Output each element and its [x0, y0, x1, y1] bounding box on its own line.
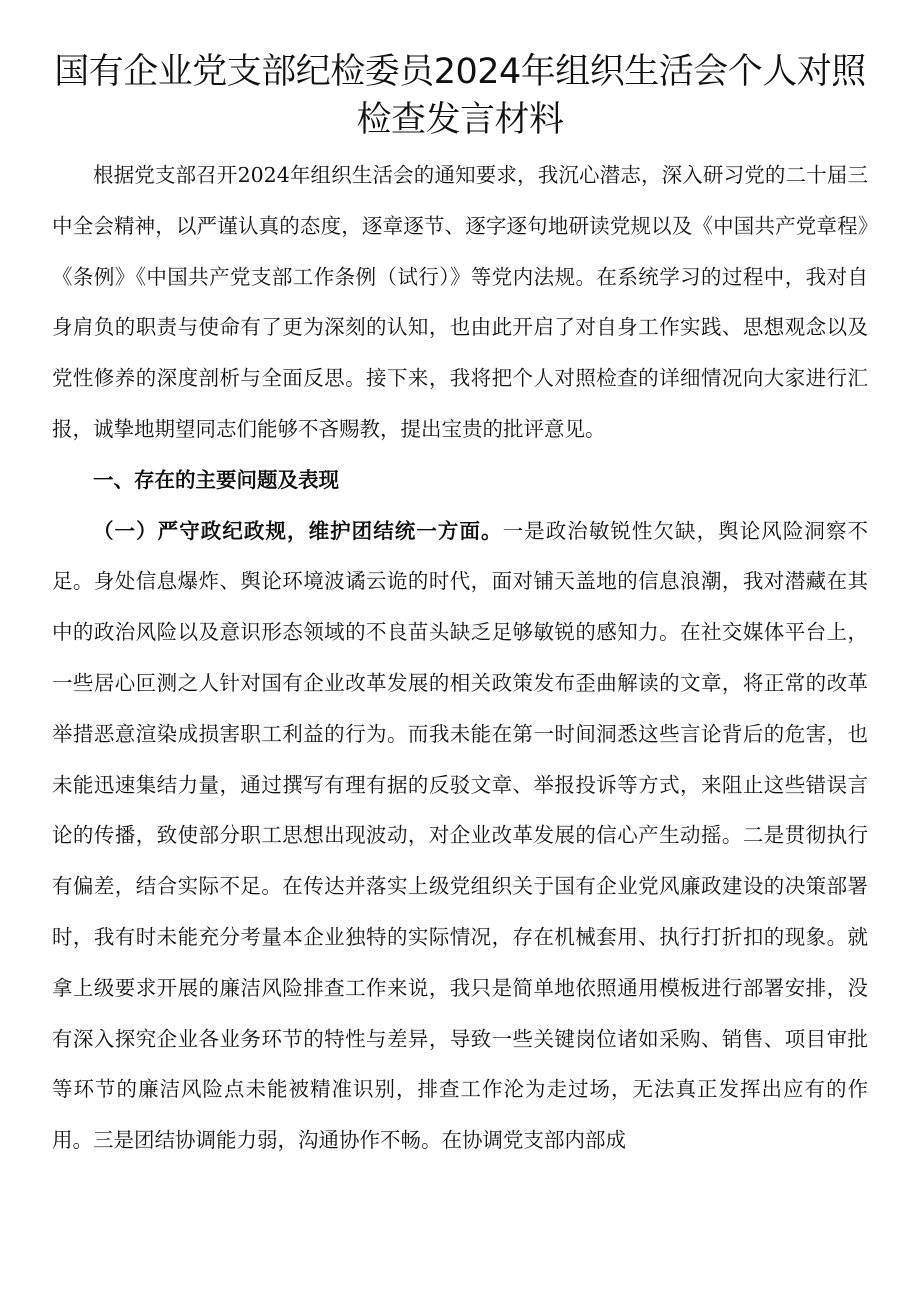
title-line-2: 检查发言材料: [356, 100, 564, 140]
document-body: [52, 150, 868, 1166]
subsection-body: 一是政治敏锐性欠缺，舆论风险洞察不足。身处信息爆炸、舆论环境波谲云诡的时代，面对铺天盖地的信息浪潮，我对潜藏在其中的政治风险以及意识形态领域的不良苗头缺乏足够敏锐的感知力。在社交媒体平台上，一些居心叵测之人针对国有企业改革发展的相关政策发布歪曲解读的文章，将正常的改革举措恶意渲染成损害职工利益的行为。而我未能在第一时间洞悉这些言论背后的危害，也未能迅速集结力量，通过撰写有理有据的反驳文章、举报投诉等方式，来阻止这些错误言论的传播，致使部分职工思想出现波动，对企业改革发展的信心产生动摇。二是贯彻执行有偏差，结合实际不足。在传达并落实上级党组织关于国有企业党风廉政建设的决策部署时，我有时未能充分考量本企业独特的实际情况，存在机械套用、执行打折扣的现象。就拿上级要求开展的廉洁风险排查工作来说，我只是简单地依照通用模板进行部署安排，没有深入探究企业各业务环节的特性与差异，导致一些关键岗位诸如采购、销售、项目审批等环节的廉洁风险点未能被精准识别，排查工作沦为走过场，无法真正发挥出应有的作用。三是团结协调能力弱，沟通协作不畅。在协调党支部内部成: [52, 518, 869, 1153]
subsection-paragraph: [52, 506, 868, 1166]
section-heading: 一、存在的主要问题及表现: [93, 467, 339, 492]
document-title: [52, 48, 868, 144]
subsection-heading: （一）严守政纪政规，维护团结统一方面。: [93, 518, 503, 543]
title-line-1: 国有企业党支部纪检委员2024年组织生活会个人对照: [54, 52, 866, 92]
intro-paragraph: 根据党支部召开2024年组织生活会的通知要求，我沉心潜志，深入研习党的二十届三中全会精神，以严谨认真的态度，逐章逐节、逐字逐句地研读党规以及《中国共产党章程》《条例》《中国共产党支部工作条例（试行）》等党内法规。在系统学习的过程中，我对自身肩负的职责与使命有了更为深刻的认知，也由此开启了对自身工作实践、思想观念以及党性修养的深度剖析与全面反思。接下来，我将把个人对照检查的详细情况向大家进行汇报，诚挚地期望同志们能够不吝赐教，提出宝贵的批评意见。: [52, 163, 868, 441]
